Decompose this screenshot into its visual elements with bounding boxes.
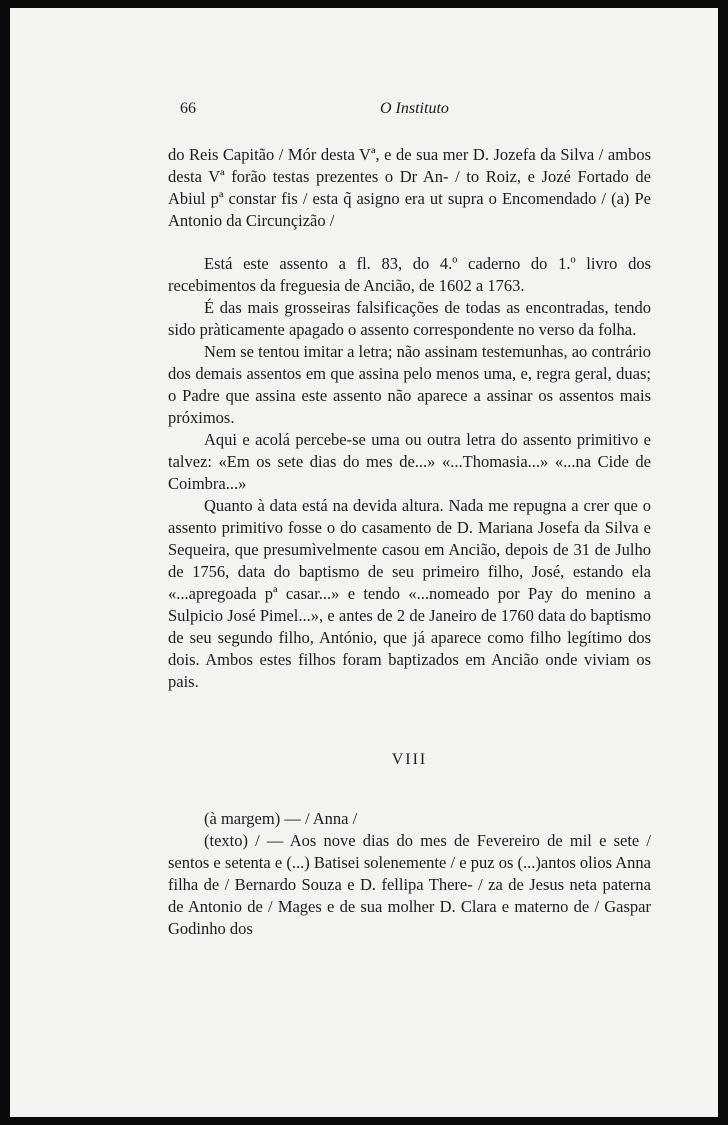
running-head	[168, 98, 651, 120]
record-text-viii: (texto) / — Aos nove dias do mes de Fevereiro de mil e sete / sentos e setenta e (...) Batisei solenemente / e puz os (...)antos olios Anna filha de / Bernardo Souza e D. fellipa There- / za de Jesus neta paterna de Antonio de / Mages e de sua molher D. Clara e materno de / Gaspar Godinho dos	[168, 831, 651, 938]
margin-line: (à margem) — / Anna /	[204, 809, 358, 828]
paragraph-date-analysis: Quanto à data está na devida altura. Nada me repugna a crer que o assento primitivo fosse o do casamento de D. Mariana Josefa da Silva e Sequeira, que presumìvelmente casou em Ancião, depois de 31 de Julho de 1756, data do baptismo de seu primeiro filho, José, estando ela «...apregoada pª casar...» e tendo «...nomeado por Pay do menino a Sulpicio José Pimel...», e antes de 2 de Janeiro de 1760 data do baptismo de seu segundo filho, António, que já aparece como filho legítimo dos dois. Ambos estes filhos foram baptizados em Ancião onde viviam os pais.	[168, 496, 651, 691]
page-content	[168, 98, 651, 940]
section-heading: VIII	[391, 751, 428, 768]
paragraph-falsification: É das mais grosseiras falsificações de todas as encontradas, tendo sido pràticamente apagado o assento correspondente no verso da folha.	[168, 298, 651, 339]
paragraph-signatures: Nem se tentou imitar a letra; não assinam testemunhas, ao contrário dos demais assentos em que assina pelo menos uma, e, regra geral, duas; o Padre que assina este assento não aparece a assinar os assentos mais próximos.	[168, 342, 651, 427]
record-text: do Reis Capitão / Mór desta Vª, e de sua mer D. Jozefa da Silva / ambos desta Vª forão testas prezentes o Dr An- / to Roiz, e Jozé Fortado de Abiul pª constar fis / esta q̃ asigno era ut supra o Encomendado / (a) Pe Antonio da Circunçizão /	[168, 145, 651, 230]
running-title: O Instituto	[380, 100, 449, 117]
page-number: 66	[180, 100, 196, 117]
paragraph-traces: Aqui e acolá percebe-se uma ou outra letra do assento primitivo e talvez: «Em os sete dias do mes de...» «...Thomasia...» «...na Cide de Coimbra...»	[168, 430, 651, 493]
paragraph-location: Está este assento a fl. 83, do 4.º caderno do 1.º livro dos recebimentos da freguesia de Ancião, de 1602 a 1763.	[168, 254, 651, 295]
book-page	[10, 8, 718, 1117]
